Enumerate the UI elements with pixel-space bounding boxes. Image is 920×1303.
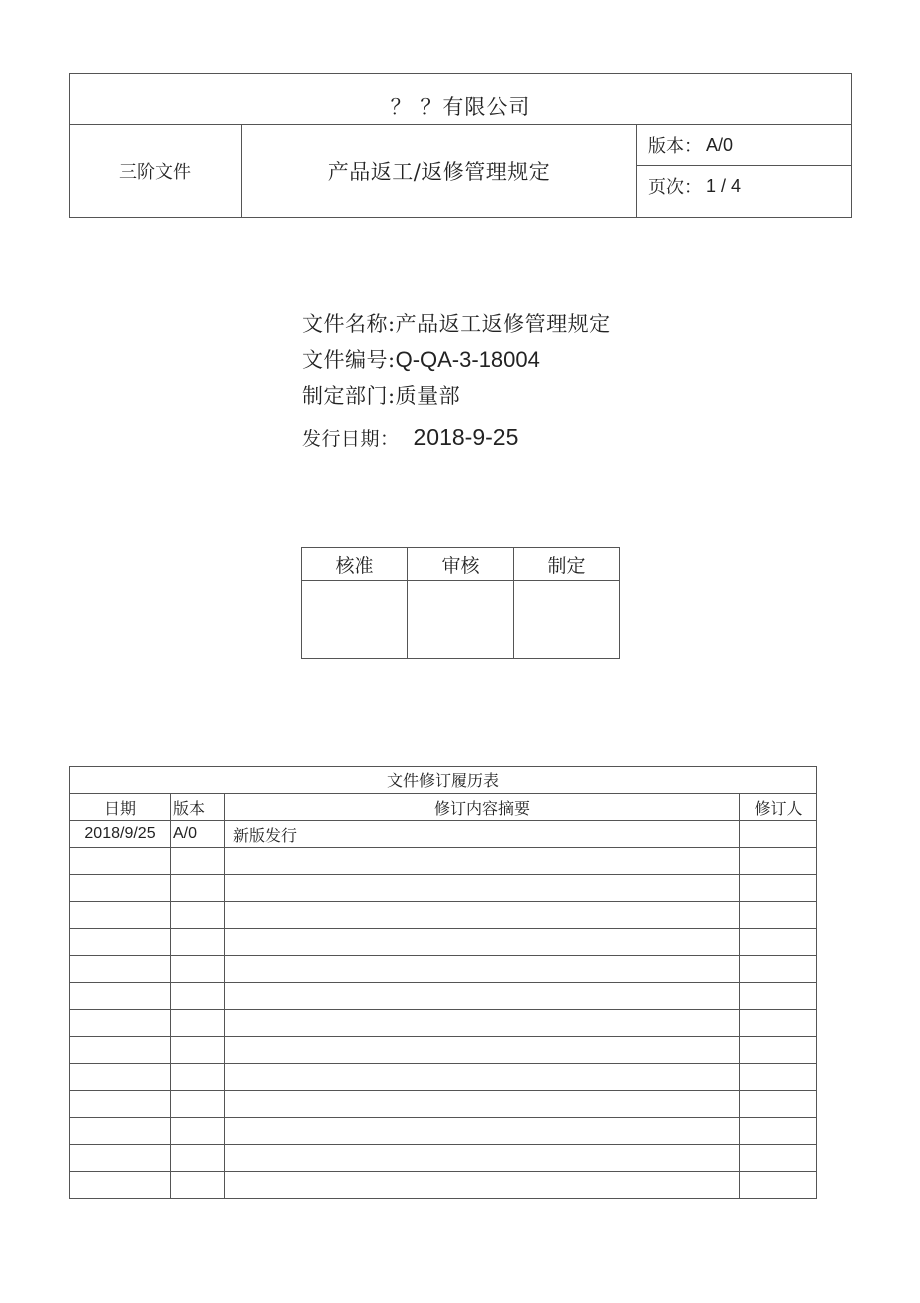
history-row-line (69, 1009, 817, 1010)
signature-header-prepare: 制定 (547, 554, 586, 577)
info-number-value: Q-QA-3-18004 (395, 347, 540, 372)
history-col-version: 版本 (173, 798, 206, 818)
history-row-1-summary: 新版发行 (233, 825, 298, 845)
company-name: ？ ？有限公司 (390, 95, 531, 119)
history-col-reviser: 修订人 (754, 798, 803, 818)
history-column-line (170, 793, 171, 1199)
history-row-line (69, 1144, 817, 1145)
info-date-row (302, 424, 518, 451)
info-name-value: 产品返工返修管理规定 (395, 312, 611, 336)
info-dept-value: 质量部 (395, 384, 461, 408)
history-row-line (69, 1117, 817, 1118)
history-row-line (69, 982, 817, 983)
signature-header-review: 审核 (441, 554, 480, 577)
history-row-line (69, 1036, 817, 1037)
version-label: 版本： (648, 136, 702, 157)
history-title: 文件修订履历表 (386, 771, 499, 790)
signature-box-review[interactable] (408, 581, 513, 658)
history-row-line (69, 955, 817, 956)
history-row-line (69, 847, 817, 848)
history-row-1-reviser (740, 821, 817, 847)
history-column-line (224, 793, 225, 1199)
signature-box-prepare[interactable] (514, 581, 619, 658)
document-title: 产品返工/返修管理规定 (327, 160, 551, 184)
info-date-value: 2018-9-25 (413, 424, 519, 450)
history-row-line (69, 1063, 817, 1064)
info-name-row (302, 308, 611, 338)
page-cell (648, 166, 848, 206)
page-value: 1 / 4 (706, 175, 742, 196)
info-dept-label: 制定部门: (302, 384, 396, 408)
version-value: A/0 (706, 134, 734, 155)
info-dept-row (302, 380, 460, 410)
history-row-line (69, 1090, 817, 1091)
history-col-summary: 修订内容摘要 (433, 798, 530, 818)
history-column-line (739, 793, 740, 1199)
history-row-line (69, 928, 817, 929)
version-cell (648, 125, 848, 165)
info-date-label: 发行日期： (302, 428, 400, 450)
history-row-line (69, 1171, 817, 1172)
document-tier: 三阶文件 (119, 162, 191, 183)
info-name-label: 文件名称: (302, 312, 396, 336)
info-number-label: 文件编号: (302, 348, 396, 372)
page-label: 页次： (648, 177, 702, 198)
history-row-line (69, 874, 817, 875)
history-row-1-date: 2018/9/25 (84, 825, 156, 842)
info-number-row (302, 344, 540, 374)
history-row-line (69, 1198, 817, 1199)
history-row-line (69, 901, 817, 902)
signature-box-approve[interactable] (302, 581, 407, 658)
signature-header-approve: 核准 (335, 554, 374, 577)
history-row-1-version: A/0 (173, 825, 198, 842)
history-col-date: 日期 (103, 798, 136, 818)
